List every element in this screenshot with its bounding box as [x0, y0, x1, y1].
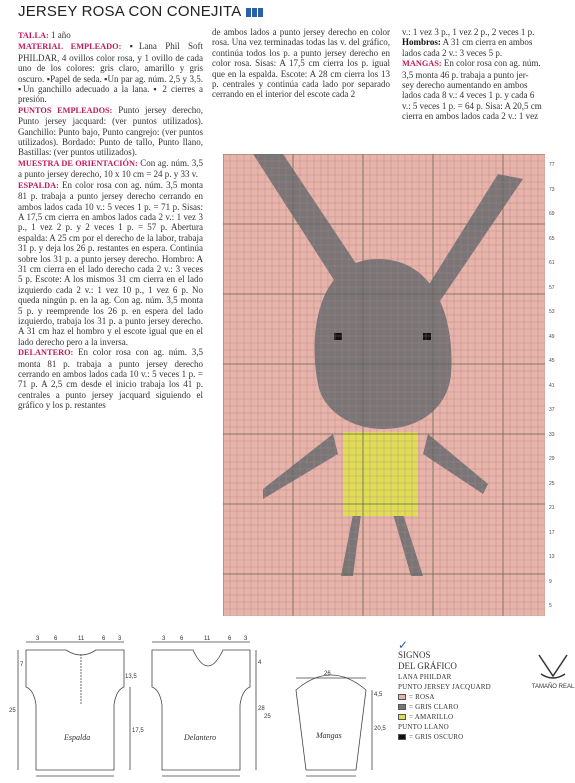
row-number: 45 [549, 358, 555, 364]
pink-swatch-icon [398, 694, 406, 700]
flag-icon [246, 8, 251, 17]
row-number: 73 [549, 186, 555, 193]
right-eye [423, 333, 431, 340]
dim-label: 3 [162, 636, 166, 642]
legend-title: DEL GRÁFICO [398, 661, 457, 671]
paragraph: de ambos lados a punto jersey derecho en color rosa. Una vez terminadas todas las v. del gráfico, continúa todos los p. a punto jersey derecho en color rosa. Sisas: A 17,5 cm cierra los p. igual que en la espalda. Escote: A 28 cm cierra los 13 p. centrales y continúa cada lado por separado cerrando en el interior del escote cada 2 [212, 27, 390, 100]
mangas-outline [296, 675, 366, 770]
text-line: v.: 5 veces 1 p. = 64 p. Sisa: A 20,5 cm [402, 100, 542, 111]
text-line: 3,5 monta 46 p. trabaja a punto jer- [402, 69, 529, 80]
paragraph [18, 30, 203, 41]
text-line: MANGAS: En color rosa con ag. núm. [402, 58, 541, 69]
dim-label: 3 [118, 636, 122, 642]
dim-label: 17,5 [132, 728, 144, 734]
text-line: lados cada 8 v.: 4 veces 1 p. y cada 6 [402, 90, 535, 101]
row-number: 49 [549, 333, 555, 340]
pattern-schematic [6, 630, 386, 780]
row-number: 57 [549, 284, 555, 291]
section-heading: ESPALDA: [18, 180, 59, 190]
paragraph [18, 41, 203, 104]
legend-item: = GRIS CLARO [398, 702, 503, 712]
row-number: 29 [549, 456, 555, 462]
dim-label: 20,5 [374, 726, 386, 732]
row-number: 13 [549, 554, 555, 560]
dim-label: 26 [324, 671, 331, 677]
grey-swatch-icon [398, 704, 406, 710]
section-heading: TALLA: [18, 31, 49, 40]
row-number: 5 [549, 603, 552, 609]
espalda-outline [26, 650, 124, 770]
page-title: JERSEY ROSA CON CONEJITA [18, 3, 263, 20]
section-text: En color rosa con ag. núm. 3,5 monta 81 p. trabaja a punto jersey derecho cerrando en ambos lados cada 10 v.: 5 veces 1 p. = 71 p. Sisas: A 17,5 cm cierra en ambos lados cada 2 v.: 1 vez 3 p., 1 vez 2 p. y 2 veces 1 p. = 57 p. Abertura espalda: A 25 cm por el derecho de la labor, trabaja 31 p. y deja los 26 p. restantes en espera. Continúa sobre los 31 p. a punto jersey derecho. Hombro: A 31 cm cierra en el lado derecho cada 2 v.: 3 veces 5 p. Escote: A los mismos 31 cm cierra en el lado izquierdo cada 2 v.: 1 vez 10 p., 1 vez 6 p. No queda ningún p. en la ag. Con ag. núm. 3,5 monta 5 p. y reemprende los 26 p. en espera del lado izquierdo, trabaja los 31 p. a punto jersey derecho. A 31 cm haz el hombro y el escote igual que en el lado derecho pero a la inversa. [18, 179, 203, 347]
paragraph [18, 105, 203, 158]
legend-title: SIGNOS [398, 650, 431, 660]
dim-label: 13,5 [125, 674, 137, 680]
row-number: 77 [549, 162, 555, 168]
dim-label: 6 [102, 636, 106, 642]
dim-label: 3 [244, 636, 248, 642]
paragraph [18, 347, 203, 410]
dim-label: 6 [180, 636, 184, 642]
row-number: 69 [549, 211, 555, 217]
delantero-outline [152, 650, 250, 770]
legend-section: PUNTO LLANO [398, 723, 449, 731]
section-heading: MATERIAL EMPLEADO: [18, 42, 122, 52]
text-line: lados cada 2 v.: 3 veces 5 p. [402, 47, 503, 58]
instructions-column-1 [18, 30, 203, 640]
dim-label: 4 [258, 660, 262, 666]
real-size-sample: TAMAÑO REAL [528, 652, 575, 690]
left-eye [334, 333, 342, 340]
section-heading: MUESTRA DE ORIENTACIÓN: [18, 158, 138, 168]
row-number: 61 [549, 260, 555, 266]
text-line: v.: 1 vez 3 p., 1 vez 2 p., 2 veces 1 p. [402, 27, 535, 37]
text-line: Hombros: A 31 cm cierra en ambos [402, 37, 533, 48]
row-number: 37 [549, 407, 555, 413]
dim-label: 25 [9, 708, 16, 714]
text-line: sey derecho aumentando en ambos [402, 80, 528, 91]
dim-label: 6 [228, 636, 232, 642]
row-number: 65 [549, 235, 555, 242]
legend-item: = GRIS OSCURO [398, 732, 503, 742]
row-number: 25 [549, 480, 555, 487]
mangas-label: Mangas [316, 731, 342, 740]
stitch-sample-icon [536, 652, 570, 682]
section-text: Con ag. núm. 3,5 a punto jersey derecho, 10 x 10 cm = 24 p. y 33 v. [18, 157, 203, 180]
checkmark-icon: ✓ [398, 638, 409, 652]
row-number: 53 [549, 309, 555, 315]
instructions-column-2 [212, 27, 390, 141]
bunny-dress [343, 432, 418, 516]
dim-label: 6 [54, 636, 58, 642]
dim-label: 3 [36, 636, 40, 642]
black-swatch-icon [398, 734, 406, 740]
text-line: cierra en ambos lados cada 2 v.: 1 vez [402, 111, 539, 122]
section-text: 1 año [48, 30, 71, 40]
yellow-swatch-icon [398, 714, 406, 720]
dim-label: 4,5 [374, 692, 383, 698]
row-number: 33 [549, 431, 555, 438]
instructions-column-3 [402, 27, 575, 141]
section-heading: DELANTERO: [18, 348, 74, 358]
paragraph [18, 180, 203, 348]
legend-section: PUNTO JERSEY JACQUARD [398, 683, 491, 691]
chart-legend [398, 640, 503, 742]
flag-icon [252, 8, 257, 17]
dim-label: 28 [258, 706, 265, 712]
row-number: 9 [549, 578, 552, 585]
dim-label: 11 [78, 636, 85, 642]
legend-item: = ROSA [398, 692, 503, 702]
section-text: En color rosa con ag. núm. 3,5 monta 81 p. trabaja a punto jersey derecho cerrando en ambos lados cada 10 v.: 5 veces 1 p. = 71 p. A 2,5 cm desde el inicio trabaja los 41 p. centrales a punto jersey jacquard siguiendo el gráfico y los p. restantes [18, 347, 203, 411]
section-text: Punto jersey derecho, Punto jersey jacquard: (ver puntos utilizados). Ganchillo: Punto bajo, Punto cangrejo: (ver puntos utilizados). Bordado: Punto de tallo, Punto llano, Bastillas: (ver puntos utilizados). [18, 104, 203, 158]
flag-icon [258, 8, 263, 17]
dim-label: 7 [20, 662, 24, 668]
row-number: 21 [549, 505, 555, 511]
espalda-label: Espalda [64, 733, 91, 742]
row-number: 17 [549, 529, 555, 536]
section-heading: PUNTOS EMPLEADOS: [18, 105, 113, 115]
legend-item: = AMARILLO [398, 712, 503, 722]
knitting-chart [223, 154, 545, 616]
legend-brand: LANA PHILDAR [398, 673, 452, 681]
row-number: 41 [549, 382, 555, 389]
section-text: ▪Lana Phil Soft PHILDAR, 4 ovillos color rosa, y 1 ovillo de cada uno de los colores: gris claro, amarillo y gris oscuro. ▪Papel de seda. ▪Un par ag. núm. 2,5 y 3,5. ▪Un ganchillo adecuado a la lana. ▪ 2 cierres a presión. [18, 41, 203, 105]
paragraph [18, 158, 203, 180]
dim-label: 11 [204, 636, 211, 642]
delantero-label: Delantero [184, 733, 217, 742]
dim-label: 25 [264, 714, 271, 720]
